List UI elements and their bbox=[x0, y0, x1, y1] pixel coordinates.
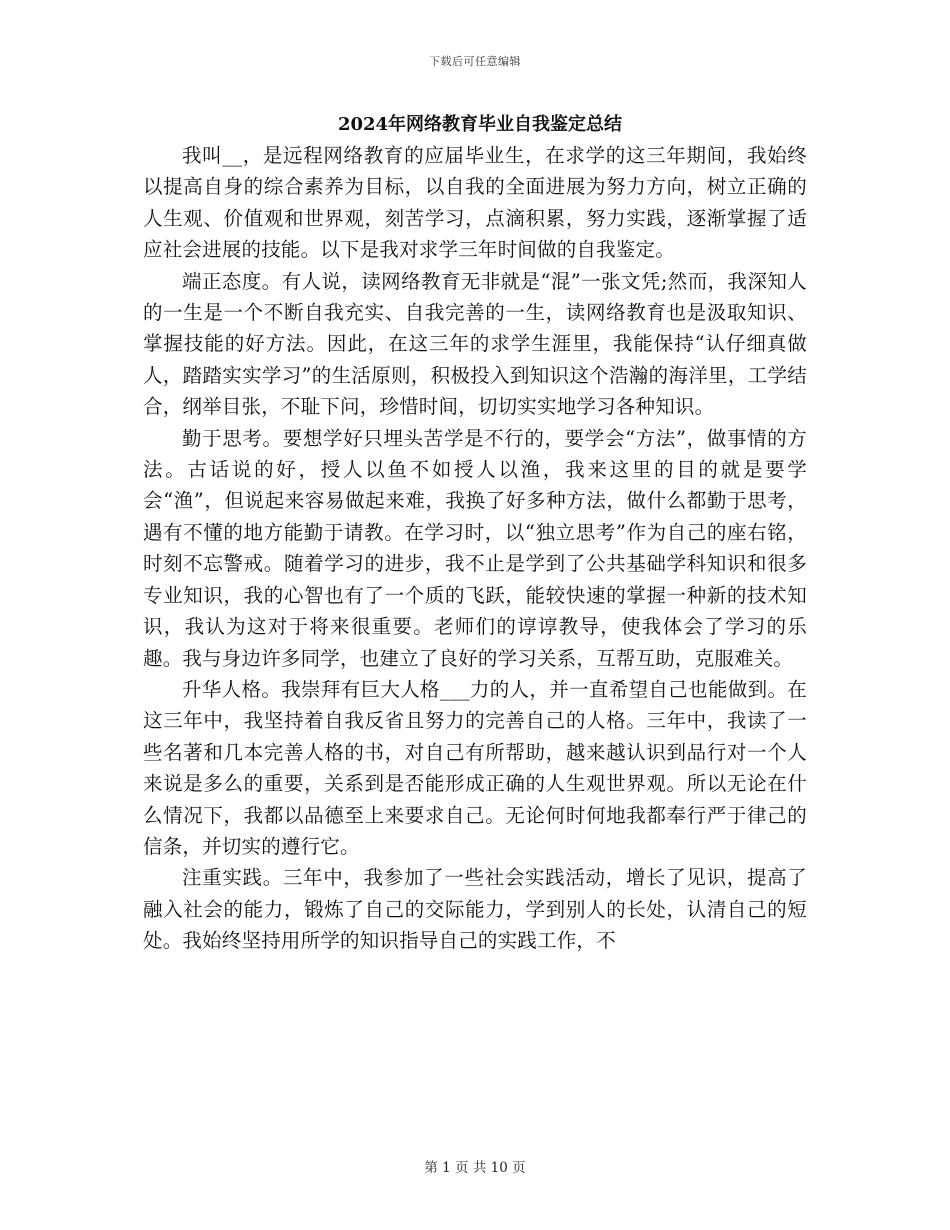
paragraph-practice: 注重实践。三年中，我参加了一些社会实践活动，增长了见识，提高了融入社会的能力，锻炼了自己的交际能力，学到别人的长处，认清自己的短处。我始终坚持用所学的知识指导自己的实践工作，不 bbox=[143, 866, 807, 953]
paragraph-attitude: 端正态度。有人说，读网络教育无非就是“混”一张文凭;然而，我深知人的一生是一个不断自我充实、自我完善的一生，读网络教育也是汲取知识、掌握技能的好方法。因此，在这三年的求学生涯里，我能保持“认仔细真做人，踏踏实实学习”的生活原则，积极投入到知识这个浩瀚的海洋里，工学结合，纲举目张，不耻下问，珍惜时间，切切实实地学习各种知识。 bbox=[143, 269, 807, 419]
paragraph-character: 升华人格。我崇拜有巨大人格___力的人，并一直希望自己也能做到。在这三年中，我坚持着自我反省且努力的完善自己的人格。三年中，我读了一些名著和几本完善人格的书，对自己有所帮助，越来越认识到品行对一个人来说是多么的重要，关系到是否能形成正确的人生观世界观。所以无论在什么情况下，我都以品德至上来要求自己。无论何时何地我都奉行严于律己的信条，并切实的遵行它。 bbox=[143, 677, 807, 858]
paragraph-thinking: 勤于思考。要想学好只埋头苦学是不行的，要学会“方法”，做事情的方法。古话说的好，授人以鱼不如授人以渔，我来这里的目的就是要学会“渔”，但说起来容易做起来难，我换了好多种方法，做什么都勤于思考，遇有不懂的地方能勤于请教。在学习时，以“独立思考”作为自己的座右铭，时刻不忘警戒。随着学习的进步，我不止是学到了公共基础学科知识和很多专业知识，我的心智也有了一个质的飞跃，能较快速的掌握一种新的技术知识，我认为这对于将来很重要。老师们的谆谆教导，使我体会了学习的乐趣。我与身边许多同学，也建立了良好的学习关系，互帮互助，克服难关。 bbox=[143, 426, 807, 670]
document-body bbox=[143, 110, 807, 957]
header-note: 下载后可任意编辑 bbox=[429, 55, 521, 68]
page-number: 第 1 页 共 10 页 bbox=[424, 1160, 526, 1176]
paragraph-intro: 我叫__，是远程网络教育的应届毕业生，在求学的这三年期间，我始终以提高自身的综合素养为目标，以自我的全面进展为努力方向，树立正确的人生观、价值观和世界观，刻苦学习，点滴积累，努力实践，逐渐掌握了适应社会进展的技能。以下是我对求学三年时间做的自我鉴定。 bbox=[143, 144, 807, 262]
document-title: 2024年网络教育毕业自我鉴定总结 bbox=[337, 114, 623, 135]
